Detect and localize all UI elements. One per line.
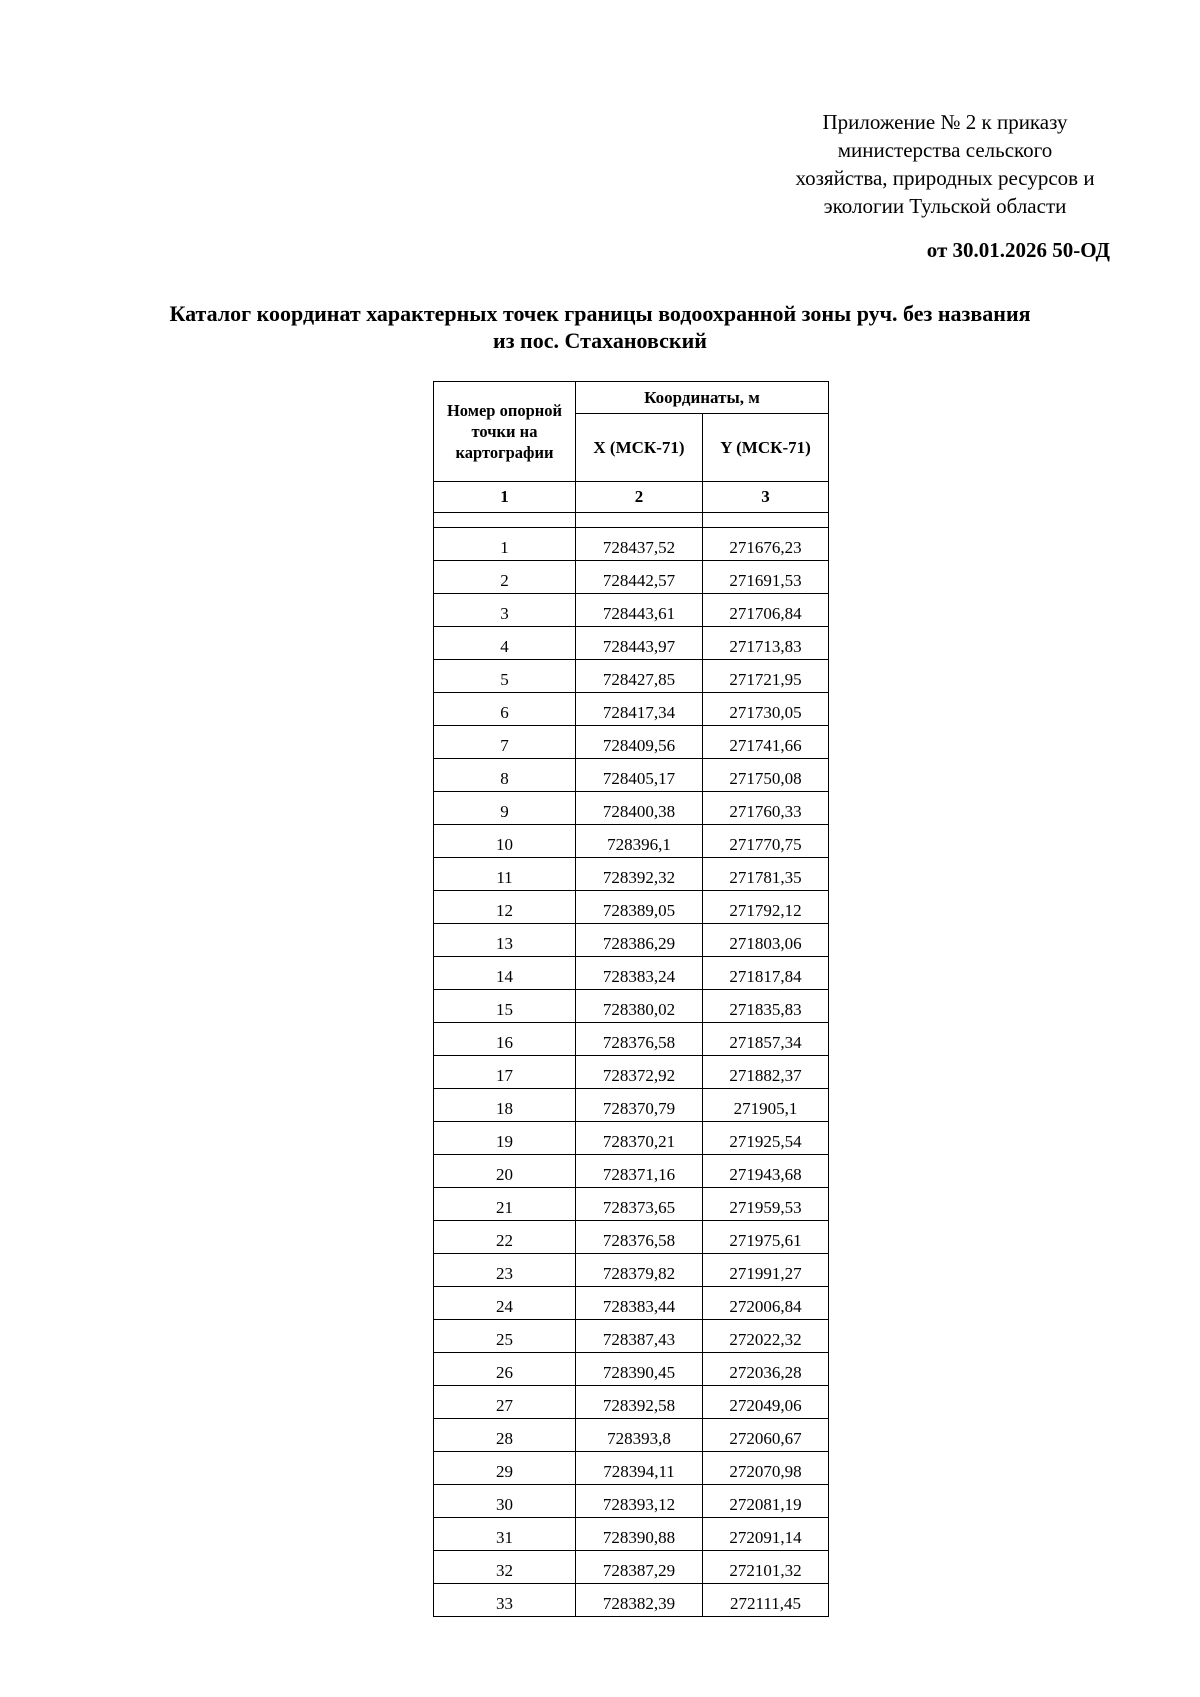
point-number-cell: 14: [434, 957, 576, 990]
y-coordinate-cell: 271817,84: [703, 957, 829, 990]
point-number-cell: 21: [434, 1188, 576, 1221]
table-row: [434, 1485, 829, 1518]
x-coordinate-cell: 728405,17: [576, 759, 703, 792]
y-coordinate-cell: 271943,68: [703, 1155, 829, 1188]
point-number-cell: 20: [434, 1155, 576, 1188]
x-coordinate-cell: 728443,61: [576, 594, 703, 627]
point-number-cell: 15: [434, 990, 576, 1023]
point-number-cell: 11: [434, 858, 576, 891]
x-coordinate-cell: 728387,29: [576, 1551, 703, 1584]
point-number-cell: 7: [434, 726, 576, 759]
y-coordinate-cell: 271905,1: [703, 1089, 829, 1122]
point-number-cell: 1: [434, 528, 576, 561]
y-coordinate-cell: 272091,14: [703, 1518, 829, 1551]
point-number-cell: 19: [434, 1122, 576, 1155]
coordinates-table: [433, 381, 829, 1617]
x-coordinate-cell: 728409,56: [576, 726, 703, 759]
point-number-cell: 9: [434, 792, 576, 825]
y-coordinate-cell: 272049,06: [703, 1386, 829, 1419]
x-coordinate-cell: 728392,58: [576, 1386, 703, 1419]
point-number-cell: 26: [434, 1353, 576, 1386]
y-coordinate-cell: 271676,23: [703, 528, 829, 561]
point-number-cell: 12: [434, 891, 576, 924]
point-number-cell: 31: [434, 1518, 576, 1551]
table-row: [434, 1023, 829, 1056]
x-coordinate-cell: 728390,88: [576, 1518, 703, 1551]
y-coordinate-cell: 271760,33: [703, 792, 829, 825]
column-index: 3: [703, 482, 829, 513]
y-coordinate-cell: 271925,54: [703, 1122, 829, 1155]
table-row: [434, 858, 829, 891]
point-number-cell: 25: [434, 1320, 576, 1353]
appendix-line: экологии Тульской области: [823, 194, 1067, 218]
x-coordinate-cell: 728370,21: [576, 1122, 703, 1155]
x-coordinate-cell: 728389,05: [576, 891, 703, 924]
point-number-cell: 30: [434, 1485, 576, 1518]
x-coordinate-cell: 728443,97: [576, 627, 703, 660]
table-row: [434, 1419, 829, 1452]
y-coordinate-cell: 271770,75: [703, 825, 829, 858]
appendix-line: министерства сельского: [837, 138, 1053, 162]
y-coordinate-cell: 271781,35: [703, 858, 829, 891]
x-coordinate-cell: 728417,34: [576, 693, 703, 726]
table-body: [434, 528, 829, 1617]
table-row: [434, 759, 829, 792]
table-row: [434, 627, 829, 660]
title-line: Каталог координат характерных точек границы водоохранной зоны руч. без названия: [169, 301, 1031, 326]
table-row: [434, 1122, 829, 1155]
x-coordinate-cell: 728382,39: [576, 1584, 703, 1617]
y-coordinate-cell: 271721,95: [703, 660, 829, 693]
x-coordinate-cell: 728380,02: [576, 990, 703, 1023]
y-coordinate-cell: 271741,66: [703, 726, 829, 759]
x-coordinate-cell: 728392,32: [576, 858, 703, 891]
y-coordinate-cell: 271691,53: [703, 561, 829, 594]
x-coordinate-cell: 728427,85: [576, 660, 703, 693]
point-number-cell: 16: [434, 1023, 576, 1056]
y-coordinate-cell: 272060,67: [703, 1419, 829, 1452]
table-row: [434, 1056, 829, 1089]
point-number-cell: 8: [434, 759, 576, 792]
table-row: [434, 726, 829, 759]
x-coordinate-cell: 728442,57: [576, 561, 703, 594]
table-row: [434, 1452, 829, 1485]
y-coordinate-cell: 271730,05: [703, 693, 829, 726]
column-index: 2: [576, 482, 703, 513]
point-number-cell: 28: [434, 1419, 576, 1452]
column-index: 1: [434, 482, 576, 513]
point-number-cell: 27: [434, 1386, 576, 1419]
x-coordinate-cell: 728396,1: [576, 825, 703, 858]
y-coordinate-cell: 271857,34: [703, 1023, 829, 1056]
point-number-cell: 5: [434, 660, 576, 693]
header-point-number: Номер опорной точки на картографии: [434, 382, 576, 482]
x-coordinate-cell: 728370,79: [576, 1089, 703, 1122]
y-coordinate-cell: 271882,37: [703, 1056, 829, 1089]
y-coordinate-cell: 271975,61: [703, 1221, 829, 1254]
x-coordinate-cell: 728386,29: [576, 924, 703, 957]
y-coordinate-cell: 272070,98: [703, 1452, 829, 1485]
x-coordinate-cell: 728376,58: [576, 1023, 703, 1056]
point-number-cell: 24: [434, 1287, 576, 1320]
appendix-block: [780, 108, 1110, 220]
y-coordinate-cell: 271750,08: [703, 759, 829, 792]
point-number-cell: 4: [434, 627, 576, 660]
y-coordinate-cell: 272081,19: [703, 1485, 829, 1518]
document-title: [100, 300, 1100, 354]
table-row: [434, 561, 829, 594]
table-row: [434, 1584, 829, 1617]
table-row: [434, 891, 829, 924]
x-coordinate-cell: 728393,12: [576, 1485, 703, 1518]
x-coordinate-cell: 728394,11: [576, 1452, 703, 1485]
x-coordinate-cell: 728400,38: [576, 792, 703, 825]
spacer-cell: [576, 513, 703, 528]
y-coordinate-cell: 271959,53: [703, 1188, 829, 1221]
table-row: [434, 1188, 829, 1221]
point-number-cell: 6: [434, 693, 576, 726]
table-row: [434, 594, 829, 627]
table-row: [434, 1155, 829, 1188]
x-coordinate-cell: 728383,24: [576, 957, 703, 990]
table-row: [434, 660, 829, 693]
table-row: [434, 1254, 829, 1287]
table-row: [434, 528, 829, 561]
x-coordinate-cell: 728387,43: [576, 1320, 703, 1353]
point-number-cell: 33: [434, 1584, 576, 1617]
point-number-cell: 17: [434, 1056, 576, 1089]
table-row: [434, 1320, 829, 1353]
y-coordinate-cell: 271792,12: [703, 891, 829, 924]
y-coordinate-cell: 271706,84: [703, 594, 829, 627]
table-row: [434, 1386, 829, 1419]
table-row: [434, 924, 829, 957]
table-row: [434, 1089, 829, 1122]
y-coordinate-cell: 272111,45: [703, 1584, 829, 1617]
header-y: Y (МСК-71): [703, 414, 829, 482]
table-row: [434, 792, 829, 825]
x-coordinate-cell: 728379,82: [576, 1254, 703, 1287]
order-reference: от 30.01.2026 50-ОД: [926, 238, 1110, 262]
point-number-cell: 13: [434, 924, 576, 957]
x-coordinate-cell: 728383,44: [576, 1287, 703, 1320]
table-row: [434, 1551, 829, 1584]
appendix-line: Приложение № 2 к приказу: [822, 110, 1068, 134]
point-number-cell: 23: [434, 1254, 576, 1287]
y-coordinate-cell: 272036,28: [703, 1353, 829, 1386]
point-number-cell: 2: [434, 561, 576, 594]
appendix-line: хозяйства, природных ресурсов и: [795, 166, 1095, 190]
x-coordinate-cell: 728372,92: [576, 1056, 703, 1089]
point-number-cell: 10: [434, 825, 576, 858]
table-row: [434, 693, 829, 726]
table-row: [434, 1287, 829, 1320]
table-row: [434, 990, 829, 1023]
spacer-cell: [434, 513, 576, 528]
table-row: [434, 1353, 829, 1386]
point-number-cell: 18: [434, 1089, 576, 1122]
point-number-cell: 29: [434, 1452, 576, 1485]
y-coordinate-cell: 271835,83: [703, 990, 829, 1023]
header-x: X (МСК-71): [576, 414, 703, 482]
point-number-cell: 3: [434, 594, 576, 627]
x-coordinate-cell: 728371,16: [576, 1155, 703, 1188]
table-row: [434, 1518, 829, 1551]
y-coordinate-cell: 272101,32: [703, 1551, 829, 1584]
y-coordinate-cell: 271991,27: [703, 1254, 829, 1287]
spacer-cell: [703, 513, 829, 528]
y-coordinate-cell: 272022,32: [703, 1320, 829, 1353]
table-row: [434, 1221, 829, 1254]
y-coordinate-cell: 271803,06: [703, 924, 829, 957]
x-coordinate-cell: 728373,65: [576, 1188, 703, 1221]
y-coordinate-cell: 271713,83: [703, 627, 829, 660]
x-coordinate-cell: 728393,8: [576, 1419, 703, 1452]
x-coordinate-cell: 728376,58: [576, 1221, 703, 1254]
point-number-cell: 32: [434, 1551, 576, 1584]
x-coordinate-cell: 728390,45: [576, 1353, 703, 1386]
table-row: [434, 957, 829, 990]
table-row: [434, 825, 829, 858]
point-number-cell: 22: [434, 1221, 576, 1254]
x-coordinate-cell: 728437,52: [576, 528, 703, 561]
header-coordinates: Координаты, м: [576, 382, 829, 414]
title-line: из пос. Стахановский: [493, 328, 707, 353]
y-coordinate-cell: 272006,84: [703, 1287, 829, 1320]
